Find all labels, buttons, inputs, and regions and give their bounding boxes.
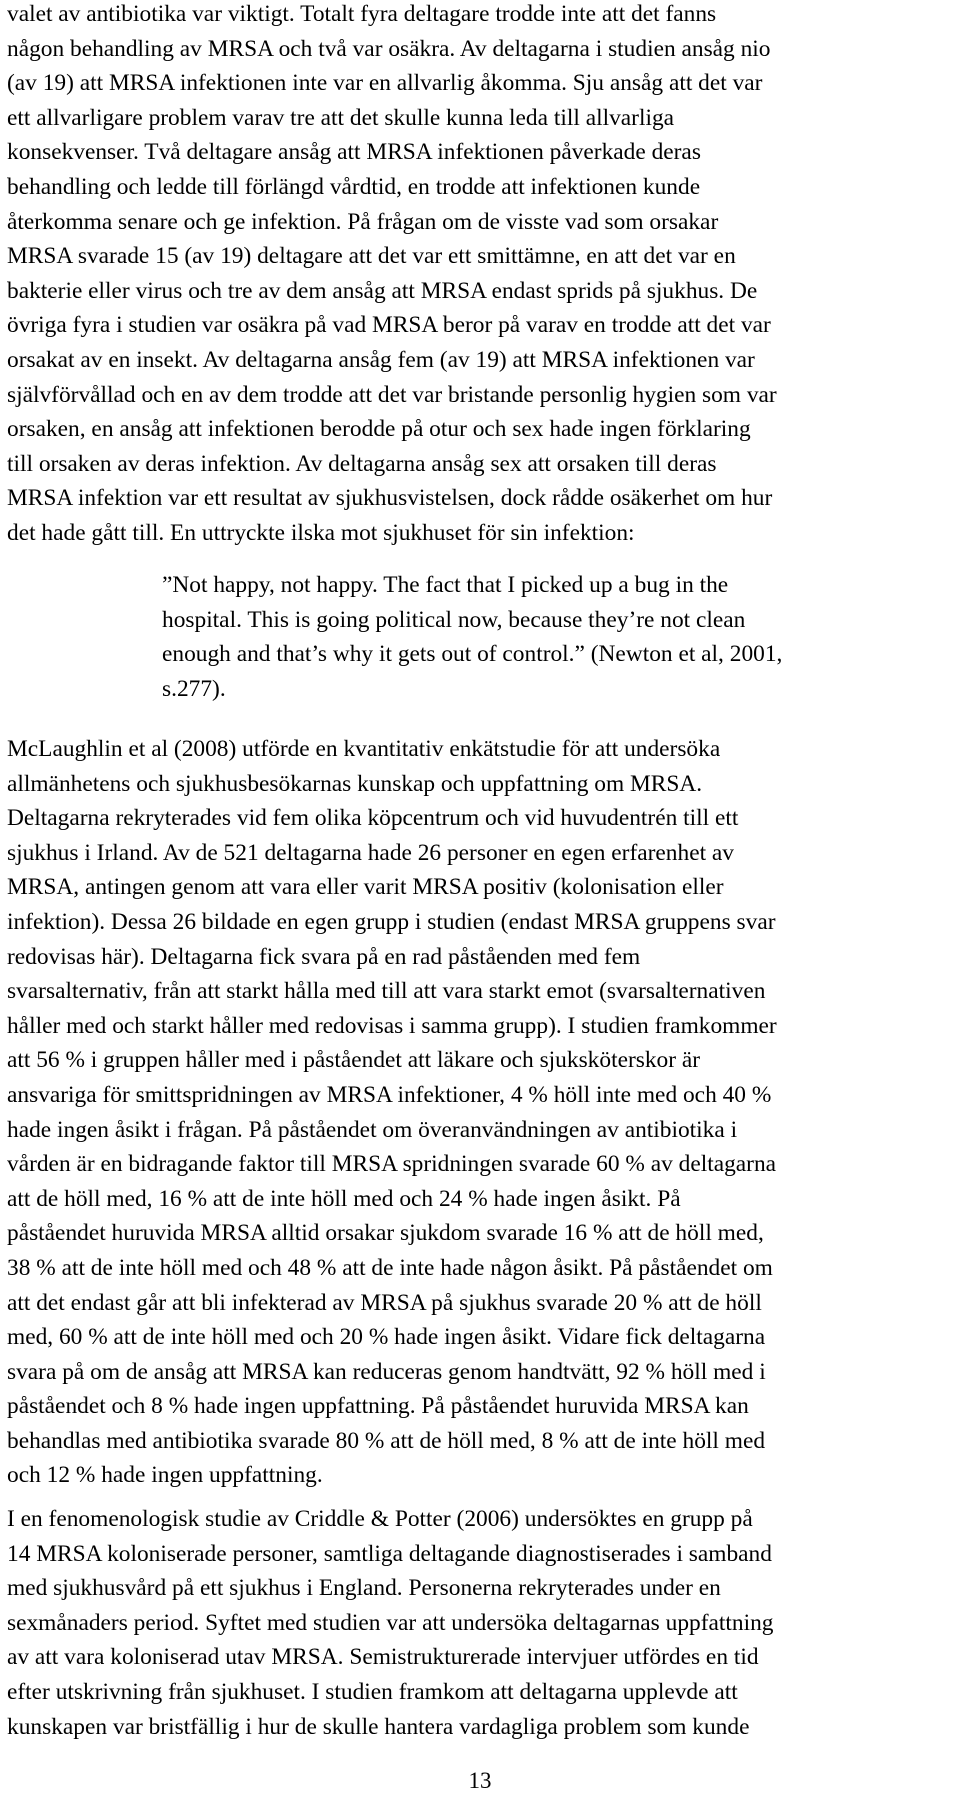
text-line: enough and that’s why it gets out of control.” (Newton et al, 2001, [162,641,783,668]
text-line: behandlas med antibiotika svarade 80 % att de höll med, 8 % att de inte höll med [7,1427,766,1454]
text-line: Deltagarna rekryterades vid fem olika köpcentrum och vid huvudentrén till ett [7,805,739,832]
text-line: att det endast går att bli infekterad av MRSA på sjukhus svarade 20 % att de höll [7,1289,762,1316]
text-line: konsekvenser. Två deltagare ansåg att MRSA infektionen påverkade deras [7,139,701,166]
text-line: 14 MRSA koloniserade personer, samtliga deltagande diagnostiserades i samband [7,1540,772,1567]
text-line: sexmånaders period. Syftet med studien var att undersöka deltagarnas uppfattning [7,1609,774,1636]
text-line: MRSA svarade 15 (av 19) deltagare att det var ett smittämne, en att det var en [7,243,736,270]
text-line: valet av antibiotika var viktigt. Totalt fyra deltagare trodde inte att det fanns [7,1,717,27]
text-line: övriga fyra i studien var osäkra på vad MRSA beror på varav en trodde att det var [7,312,771,339]
text-line: MRSA, antingen genom att vara eller varit MRSA positiv (kolonisation eller [7,874,724,901]
text-line: allmänhetens och sjukhusbesökarnas kunskap och uppfattning om MRSA. [7,770,703,797]
body-paragraph [7,732,949,1493]
text-line: behandling och ledde till förlängd vårdtid, en trodde att infektionen kunde [7,173,701,200]
text-line: redovisas här). Deltagarna fick svara på en rad påståenden med fem [7,943,641,970]
text-line: svarsalternativ, från att starkt hålla med till att vara starkt emot (svarsalternativen [7,978,766,1005]
text-line: ”Not happy, not happy. The fact that I picked up a bug in the [162,572,729,598]
text-line: av att vara koloniserad utav MRSA. Semistrukturerade intervjuer utfördes en tid [7,1644,759,1671]
text-line: svara på om de ansåg att MRSA kan reduceras genom handtvätt, 92 % höll med i [7,1358,766,1385]
text-line: s.277). [162,675,226,702]
text-line: efter utskrivning från sjukhuset. I studien framkom att deltagarna upplevde att [7,1678,738,1705]
text-line: sjukhus i Irland. Av de 521 deltagarna hade 26 personer en egen erfarenhet av [7,839,734,866]
text-line: det hade gått till. En uttryckte ilska mot sjukhuset för sin infektion: [7,519,635,546]
text-line: hade ingen åsikt i frågan. På påståendet om överanvändningen av antibiotika i [7,1116,738,1143]
text-line: till orsaken av deras infektion. Av deltagarna ansåg sex att orsaken till deras [7,450,717,477]
text-line: återkomma senare och ge infektion. På frågan om de visste vad som orsakar [7,208,719,235]
text-line: hospital. This is going political now, because they’re not clean [162,606,746,633]
body-paragraph [7,0,949,551]
text-line: vården är en bidragande faktor till MRSA spridningen svarade 60 % av deltagarna [7,1151,777,1178]
body-paragraph [7,1502,949,1744]
text-line: någon behandling av MRSA och två var osäkra. Av deltagarna i studien ansåg nio [7,35,771,62]
text-line: McLaughlin et al (2008) utförde en kvantitativ enkätstudie för att undersöka [7,736,721,762]
text-line: att 56 % i gruppen håller med i påståendet att läkare och sjuksköterskor är [7,1047,701,1074]
text-line: orsaken, en ansåg att infektionen berodde på otur och sex hade ingen förklaring [7,416,751,443]
text-line: håller med och starkt håller med redovisas i samma grupp). I studien framkommer [7,1012,777,1039]
text-line: med sjukhusvård på ett sjukhus i England. Personerna rekryterades under en [7,1575,721,1602]
text-line: bakterie eller virus och tre av dem ansåg att MRSA endast sprids på sjukhus. De [7,277,758,304]
text-line: 38 % att de inte höll med och 48 % att de inte hade någon åsikt. På påståendet om [7,1254,773,1281]
text-line: påståendet huruvida MRSA alltid orsakar sjukdom svarade 16 % att de höll med, [7,1220,764,1247]
text-line: ansvariga för smittspridningen av MRSA infektioner, 4 % höll inte med och 40 % [7,1081,772,1108]
text-line: infektion). Dessa 26 bildade en egen grupp i studien (endast MRSA gruppens svar [7,908,776,935]
text-line: orsakat av en insekt. Av deltagarna ansåg fem (av 19) att MRSA infektionen var [7,346,755,373]
text-line: att de höll med, 16 % att de inte höll med och 24 % hade ingen åsikt. På [7,1185,681,1212]
text-line: kunskapen var bristfällig i hur de skulle hantera vardagliga problem som kunde [7,1713,750,1740]
page-number: 13 [468,1768,492,1793]
text-line: MRSA infektion var ett resultat av sjukhusvistelsen, dock rådde osäkerhet om hur [7,485,773,512]
text-line: med, 60 % att de inte höll med och 20 % hade ingen åsikt. Vidare fick deltagarna [7,1324,766,1351]
text-line: påståendet och 8 % hade ingen uppfattning. På påståendet huruvida MRSA kan [7,1393,749,1420]
text-line: och 12 % hade ingen uppfattning. [7,1462,323,1489]
text-line: (av 19) att MRSA infektionen inte var en allvarlig åkomma. Sju ansåg att det var [7,70,763,97]
text-line: ett allvarligare problem varav tre att det skulle kunna leda till allvarliga [7,104,675,131]
block-quote [162,568,952,706]
text-line: självförvållad och en av dem trodde att det var bristande personlig hygien som var [7,381,777,408]
text-line: I en fenomenologisk studie av Criddle & Potter (2006) undersöktes en grupp på [7,1506,753,1532]
